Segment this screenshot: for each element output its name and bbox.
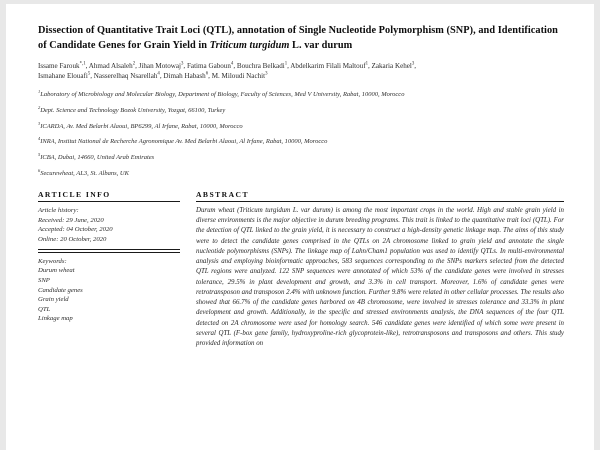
affiliation-4: $^4$INRA, Institut National de Recherche Agronomique Av. Med Belarbi Alaoui, Al Irfane, Rabat, 10000, Morocco — [38, 136, 328, 146]
abstract-body: Durum wheat (Triticum turgidum L. var durum) is among the most important crops in the world. High and stable grain yield in diverse environments is the major objective in durum breeding programs. This trait is linked to the quantitative trait loci (QTL). For the detection of QTL linked to the grain yield, it is necessary to construct a high-density genetic linkage map. The aims of this study were to detect the candidate genes comprised in the QTLs on 2A chromosome linked to grain yield and annotate the single nucleotide polymorphisms (SNPs). The linkage map of Lahn/Cham1 population was used to identify QTLs. In multi-environmental analysis and employing bioinformatic approaches, 583 sequences corresponding to the SNPs markers selected from the detected QTL regions were analyzed. 122 SNP sequences were annotated of which 53% of the candidate genes were involved in stresses tolerance, 29.5% in plant development and growth, and 3.3% in cell transport. Moreover, 1.6% of candidate genes were retrotransposon and transposon 2.4% with unknown function. Further 9.8% were related in other cellular processes. The results also showed that 66.7% of the candidate genes harbored on 4B chromosome, were involved in stresses tolerance and 33.3% in plant development and growth. Additionally, in the specific and stressed environments analysis, the DNA sequences of the four QTL detected on 2A chromosome were used for homology search. 546 candidate genes were identified of which some were present in several QTL (F-box gene family, hydroxyproline-rich glycoprotein-like), retrotransposons and transposons and others. This study provided information on — [196, 206, 564, 348]
author-affil-marker: 3 — [265, 71, 268, 77]
author-list — [38, 61, 564, 81]
keyword-item: Durum wheat — [38, 267, 75, 275]
keyword-item: QTL — [38, 305, 51, 313]
title-text-part2: L. var durum — [289, 39, 353, 51]
author-affil-marker: 1 — [365, 61, 368, 67]
author-affil-marker: 3 — [411, 61, 415, 67]
article-history-block — [38, 202, 180, 249]
keyword-item: Grain yield — [38, 296, 69, 304]
article-accepted-date: Accepted: 04 October, 2020 — [38, 226, 113, 234]
page-title — [38, 24, 564, 53]
author-line-2: Ismahane Elouafi$^5$, Nasserelhaq Nsarellah$^4$, Dimah Habash$^6$, M. Miloudi Nachit$^3$ — [38, 71, 268, 81]
author-affil-marker: 1 — [284, 61, 288, 67]
keywords-label: Keywords: — [38, 257, 67, 265]
affiliation-5: $^5$ICBA, Dubai, 14660, United Arab Emirates — [38, 151, 155, 161]
affiliation-1: $^1$Laboratory of Microbiology and Molecular Biology, Department of Biology, Faculty of Sciences, Med V University, Rabat, 10000, Morocco — [38, 89, 405, 99]
affiliation-2: $^2$Dept. Science and Technology Bozok University, Yozgat, 66100, Turkey — [38, 104, 226, 114]
author-affil-marker: 4 — [230, 61, 234, 67]
author-affil-marker: 2 — [132, 61, 136, 67]
article-online-date: Online: 20 October, 2020 — [38, 235, 107, 243]
abstract-heading: ABSTRACT — [196, 189, 249, 199]
keyword-item: Candidate genes — [38, 286, 83, 294]
affiliation-marker: 6 — [38, 167, 41, 173]
affiliation-marker: 2 — [38, 104, 41, 110]
keywords-block — [38, 253, 180, 324]
affiliation-marker: 1 — [38, 89, 41, 95]
article-history-label: Article history: — [38, 206, 79, 214]
author-affil-marker: *,1 — [79, 61, 86, 67]
affiliation-marker: 5 — [38, 151, 41, 157]
keyword-item: SNP — [38, 276, 50, 284]
two-column-body — [38, 190, 564, 350]
article-received-date: Received: 29 June, 2020 — [38, 216, 104, 224]
title-text-part1: Dissection of Quantitative Trait Loci (QTL), annotation of Single Nucleotide Polymorphism (SNP), and Identification of Candidate Genes for Grain Yield in — [38, 25, 558, 51]
affiliation-marker: 3 — [38, 120, 41, 126]
page-content — [6, 4, 594, 349]
author-affil-marker: 3 — [181, 61, 184, 67]
author-affil-marker: 4 — [157, 71, 160, 77]
title-species-name: Triticum turgidum — [209, 39, 290, 51]
author-affil-marker: 5 — [87, 71, 91, 77]
affiliation-3: $^3$ICARDA, Av. Med Belarbi Alaoui, BP6299, Al Irfane, Rabat, 10000, Morocco — [38, 120, 243, 130]
affiliation-marker: 4 — [38, 136, 41, 142]
keyword-item: Linkage map — [38, 315, 73, 323]
article-info-column — [38, 190, 188, 324]
paper-page — [6, 4, 594, 450]
author-line-1: Issame Farouk$^{*,1}$, Ahmad Alsaleh$^2$, Jihan Motowaj$^3$, Fatima Gaboun$^4$, Bouchra Belkadi$^1$, Abdelkarim Filali Maltouf$^1$, Zakaria Kehel$^3$, — [38, 61, 417, 70]
author-affil-marker: 6 — [205, 71, 209, 77]
article-info-heading: ARTICLE INFO — [38, 189, 111, 199]
affiliation-6: $^6$Securewheat, AL3, St. Albans, UK — [38, 167, 129, 177]
abstract-column — [188, 190, 564, 350]
